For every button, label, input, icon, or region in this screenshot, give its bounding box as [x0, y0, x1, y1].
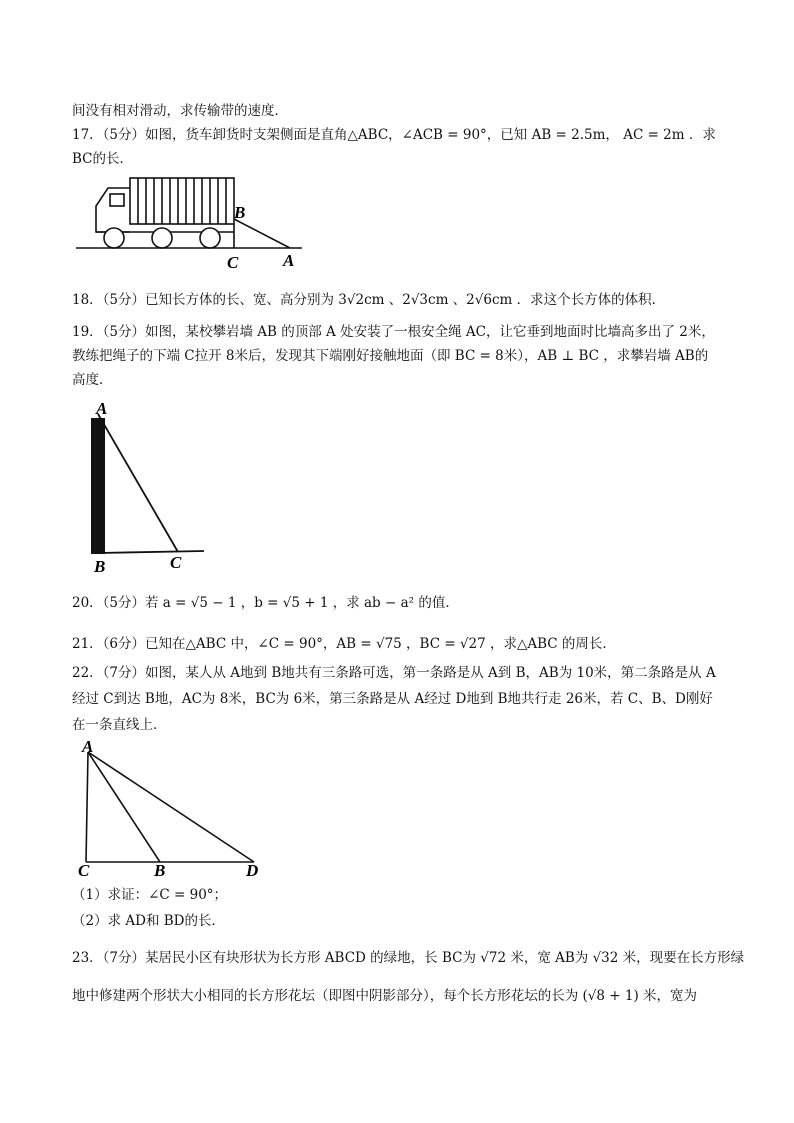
label-C: C [227, 253, 239, 272]
question-22-sub-1: （1）求证：∠C = 90°； [72, 887, 228, 903]
question-20: 20．（5分）若 a = √5 − 1 ，b = √5 + 1 ，求 ab − a² 的值． [72, 595, 459, 611]
question-23-line-1: 23．（7分）某居民小区有块形状为长方形 ABCD 的绿地，长 BC为 √72 米，宽 AB为 √32 米，现要在长方形绿 [72, 950, 745, 966]
question-19-line-2: 教练把绳子的下端 C拉开 8米后，发现其下端刚好接触地面（即 BC = 8米），AB ⊥ BC ，求攀岩墙 AB的 [72, 348, 709, 364]
label-B: B [154, 861, 166, 878]
question-19-line-3: 高度． [72, 372, 113, 388]
question-22-line-3: 在一条直线上． [72, 717, 167, 733]
label-A: A [96, 399, 108, 418]
text-line: 间没有相对滑动，求传输带的速度． [72, 103, 288, 119]
label-B: B [94, 557, 106, 576]
question-17-line-2: BC的长． [72, 151, 134, 167]
truck-figure [70, 172, 310, 272]
question-23-line-2: 地中修建两个形状大小相同的长方形花坛（即图中阴影部分），每个长方形花坛的长为 (√8 + 1) 米，宽为 [72, 988, 698, 1004]
question-22-sub-2: （2）求 AD和 BD的长． [72, 913, 225, 929]
question-22-line-1: 22．（7分）如图，某人从 A地到 B地共有三条路可选，第一条路是从 A到 B，AB为 10米，第二条路是从 A [72, 665, 716, 681]
label-A: A [82, 738, 94, 756]
question-18: 18．（5分）已知长方体的长、宽、高分别为 3√2cm 、2√3cm 、2√6cm ．求这个长方体的体积． [72, 292, 666, 308]
triangle-figure [74, 738, 274, 878]
label-C: C [170, 553, 182, 572]
question-17-line-1: 17．（5分）如图，货车卸货时支架侧面是直角△ABC，∠ACB = 90°，已知 AB = 2.5m， AC = 2m ．求 [72, 127, 716, 143]
question-19-line-1: 19．（5分）如图，某校攀岩墙 AB 的顶部 A 处安装了一根安全绳 AC，让它垂到地面时比墙高多出了 2米， [72, 324, 715, 340]
label-C: C [78, 861, 90, 878]
label-B: B [234, 203, 246, 222]
climbing-wall-figure [84, 396, 214, 576]
label-A: A [283, 251, 295, 270]
question-21: 21．（6分）已知在△ABC 中，∠C = 90°，AB = √75 ，BC = √27 ，求△ABC 的周长． [72, 636, 616, 652]
question-22-line-2: 经过 C到达 B地，AC为 8米，BC为 6米，第三条路是从 A经过 D地到 B地共行走 26米，若 C、B、D刚好 [72, 691, 713, 707]
label-D: D [246, 861, 259, 878]
